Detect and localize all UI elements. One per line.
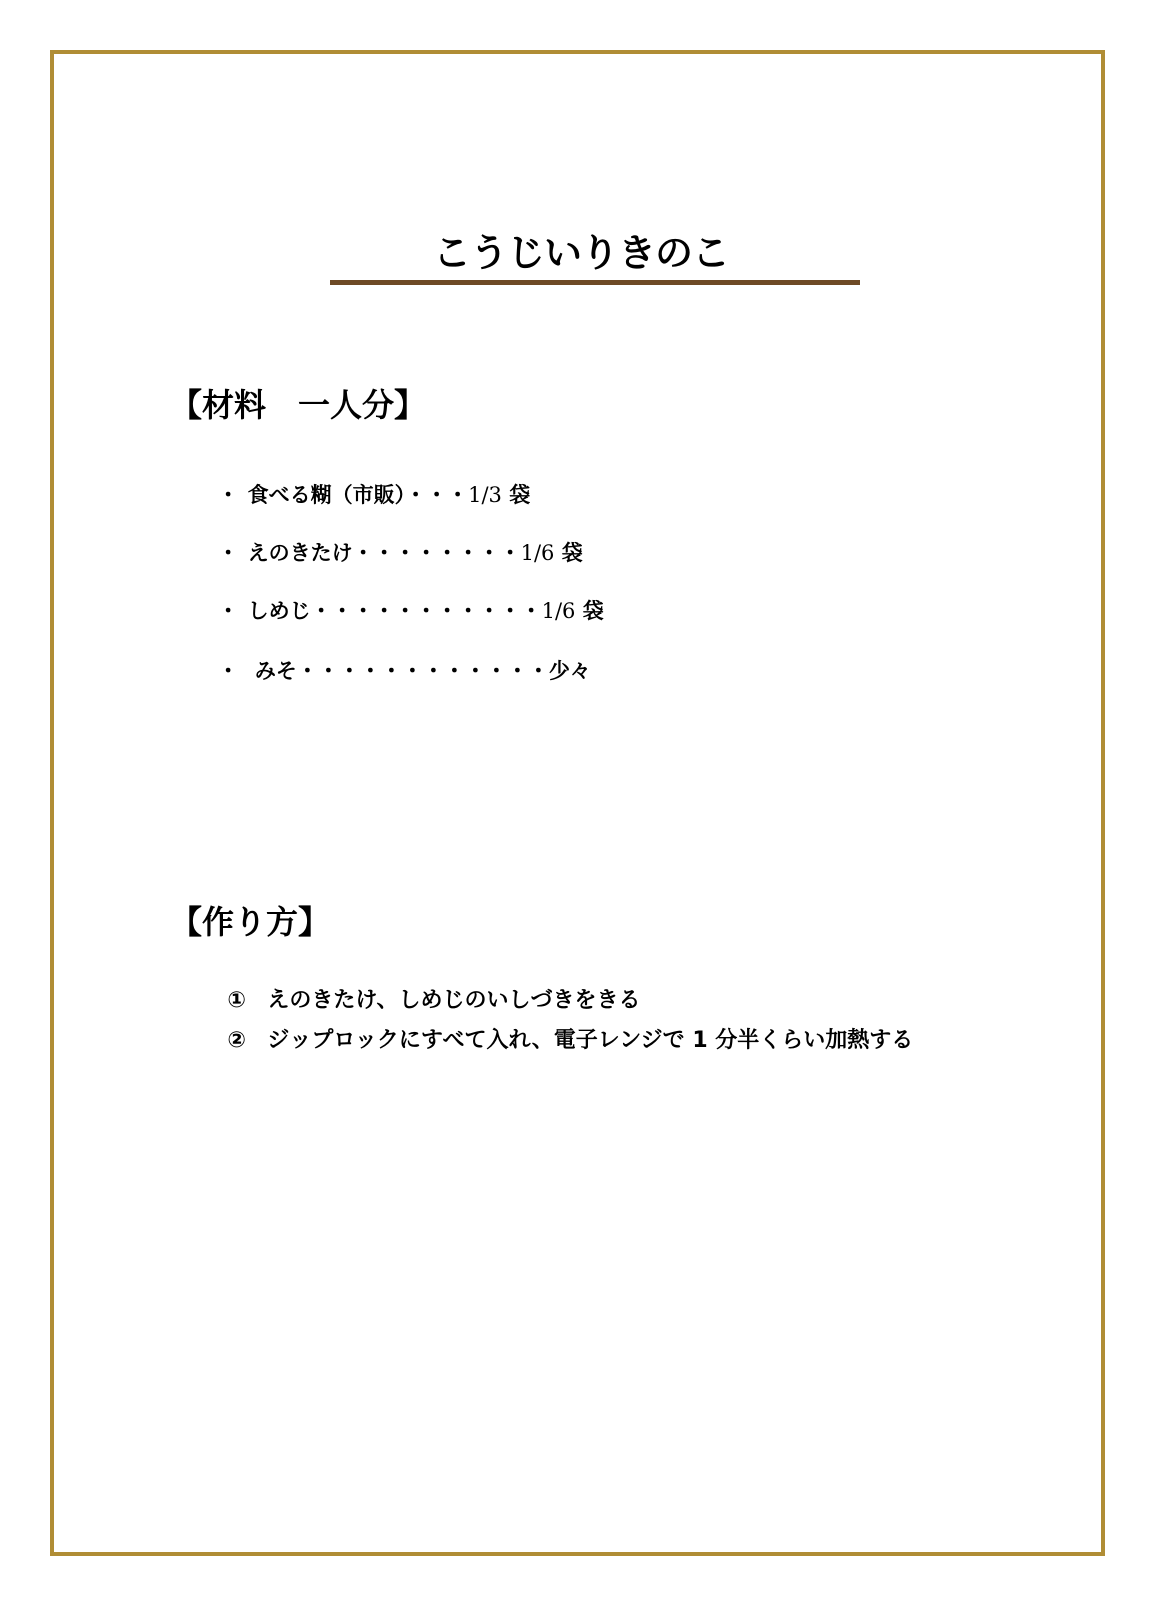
method-step (212, 998, 913, 1054)
bullet-icon: ・ (217, 659, 239, 683)
recipe-title: こうじいりきのこ (432, 231, 729, 275)
title-underline (330, 280, 860, 285)
step-number: ① (227, 988, 246, 1013)
ingredient-amount: 1/6 (541, 599, 576, 623)
ingredient-unit: 袋 (561, 541, 583, 565)
ingredient-name: しめじ・・・・・・・・・・・ (247, 599, 542, 623)
ingredient-name: 食べる糊（市販）・・・ (247, 483, 469, 507)
ingredient-item (203, 455, 530, 509)
ingredient-name: えのきたけ・・・・・・・・ (247, 541, 521, 565)
ingredient-amount: 1/3 (468, 483, 502, 507)
ingredient-unit: 袋 (509, 483, 531, 507)
ingredient-item (203, 571, 604, 625)
ingredient-unit: 袋 (582, 599, 604, 623)
step-text: ジップロックにすべて入れ、電子レンジで 1 分半くらい加熱する (267, 1028, 914, 1053)
ingredients-heading: 【材料 一人分】 (170, 386, 427, 424)
bullet-icon: ・ (217, 599, 239, 623)
ingredient-amount: 1/6 (520, 541, 555, 565)
ingredient-name: みそ・・・・・・・・・・・・少々 (247, 659, 591, 683)
step-number: ② (227, 1028, 246, 1053)
step-text: えのきたけ、しめじのいしづきをきる (267, 988, 641, 1013)
bullet-icon: ・ (217, 483, 239, 507)
bullet-icon: ・ (217, 541, 239, 565)
method-heading: 【作り方】 (170, 903, 331, 941)
ingredient-item (203, 513, 583, 567)
ingredient-item (203, 631, 591, 685)
